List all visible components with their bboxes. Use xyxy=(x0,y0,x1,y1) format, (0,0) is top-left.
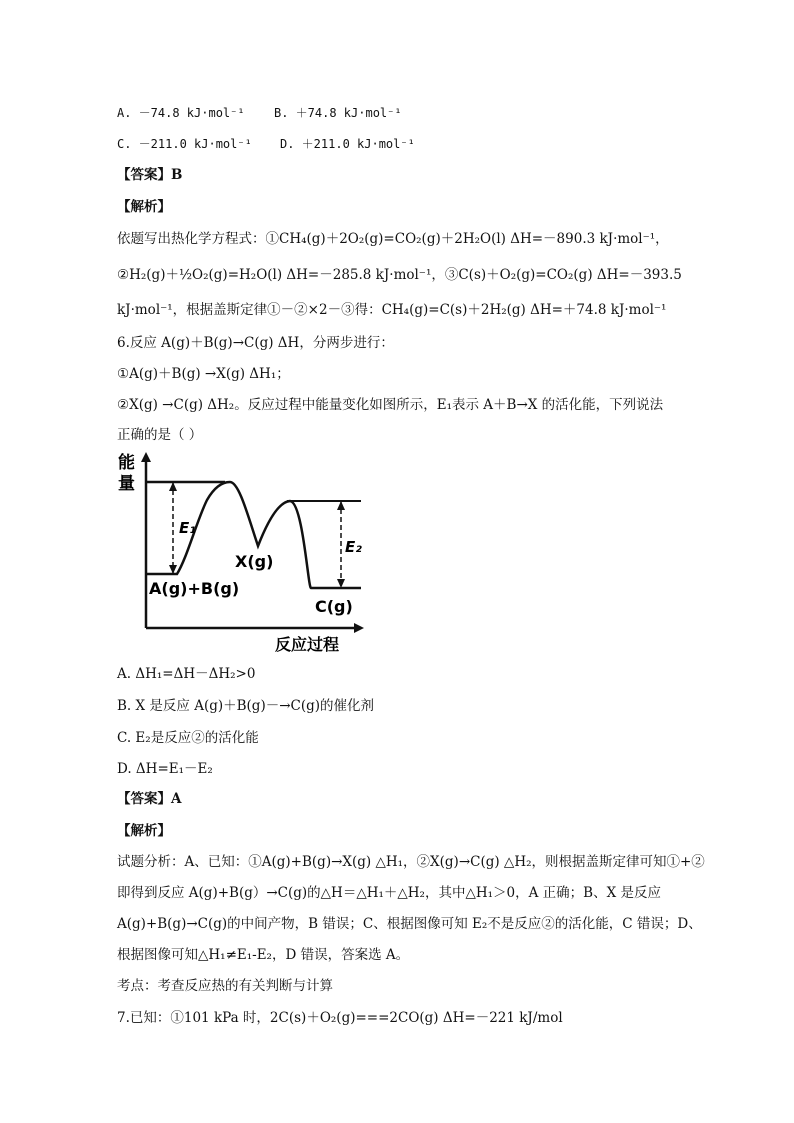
analysis-line: 试题分析：A、已知：①A(g)+B(g)→X(g) △H₁，②X(g)→C(g) △H₂，则根据盖斯定律可知①+② xyxy=(117,854,705,870)
product-label: C(g) xyxy=(315,597,353,616)
option-d: D. ＋211.0 kJ·mol⁻¹ xyxy=(280,137,415,151)
reactants-label: A(g)+B(g) xyxy=(149,579,240,598)
e2-arrow-head xyxy=(337,501,345,510)
e1-label: E₁ xyxy=(179,519,196,537)
option-b: B. ＋74.8 kJ·mol⁻¹ xyxy=(274,106,402,120)
y-axis-label: 量 xyxy=(118,474,135,494)
step-1: ①A(g)＋B(g) →X(g) ΔH₁； xyxy=(117,366,290,382)
option-a: A. ΔH₁=ΔH－ΔH₂>0 xyxy=(117,666,256,682)
question-6-stem: 6.反应 A(g)＋B(g)→C(g) ΔH，分两步进行： xyxy=(117,335,394,351)
y-axis-label: 能 xyxy=(118,453,135,473)
step-2: ②X(g) →C(g) ΔH₂。反应过程中能量变化如图所示，E₁表示 A＋B→X 的活化能，下列说法 xyxy=(117,397,664,413)
analysis-line: kJ·mol⁻¹，根据盖斯定律①－②×2－③得：CH₄(g)=C(s)＋2H₂(g) ΔH=＋74.8 kJ·mol⁻¹ xyxy=(117,302,667,318)
option-b: B. X 是反应 A(g)＋B(g)－→C(g)的催化剂 xyxy=(117,698,375,714)
energy-diagram xyxy=(115,450,370,660)
question-7-stem: 7.已知：①101 kPa 时，2C(s)＋O₂(g)===2CO(g) ΔH=－221 kJ/mol xyxy=(117,1010,563,1026)
answer: 【答案】B xyxy=(117,167,183,183)
option-c: C. －211.0 kJ·mol⁻¹ xyxy=(117,137,252,151)
analysis-label: 【解析】 xyxy=(117,823,171,839)
option-c: C. E₂是反应②的活化能 xyxy=(117,730,259,746)
x-axis-label: 反应过程 xyxy=(275,635,340,654)
option-a: A. －74.8 kJ·mol⁻¹ xyxy=(117,106,245,120)
y-axis-arrow xyxy=(141,452,151,462)
e1-arrow-head xyxy=(169,565,177,574)
answer: 【答案】A xyxy=(117,791,182,807)
intermediate-label: X(g) xyxy=(235,552,274,571)
analysis-line: 根据图像可知△H₁≠E₁-E₂，D 错误，答案选 A。 xyxy=(117,947,410,963)
analysis-line: A(g)+B(g)→C(g)的中间产物，B 错误；C、根据图像可知 E₂不是反应②的活化能，C 错误；D、 xyxy=(117,916,702,932)
question-6-stem-end: 正确的是（ ） xyxy=(117,427,203,443)
analysis-line: ②H₂(g)＋½O₂(g)=H₂O(l) ΔH=－285.8 kJ·mol⁻¹，③C(s)＋O₂(g)=CO₂(g) ΔH=－393.5 xyxy=(117,267,682,283)
e1-arrow-head xyxy=(169,482,177,491)
analysis-line: 依题写出热化学方程式：①CH₄(g)＋2O₂(g)=CO₂(g)＋2H₂O(l) ΔH=－890.3 kJ·mol⁻¹， xyxy=(117,231,669,247)
kaodian: 考点：考查反应热的有关判断与计算 xyxy=(117,978,333,994)
x-axis-arrow xyxy=(354,623,364,633)
analysis-label: 【解析】 xyxy=(117,199,171,215)
option-d: D. ΔH=E₁－E₂ xyxy=(117,761,213,777)
e2-arrow-head xyxy=(337,579,345,588)
e2-label: E₂ xyxy=(345,538,362,556)
analysis-line: 即得到反应 A(g)+B(g）→C(g)的△H＝△H₁＋△H₂，其中△H₁＞0，A 正确；B、X 是反应 xyxy=(117,885,661,901)
